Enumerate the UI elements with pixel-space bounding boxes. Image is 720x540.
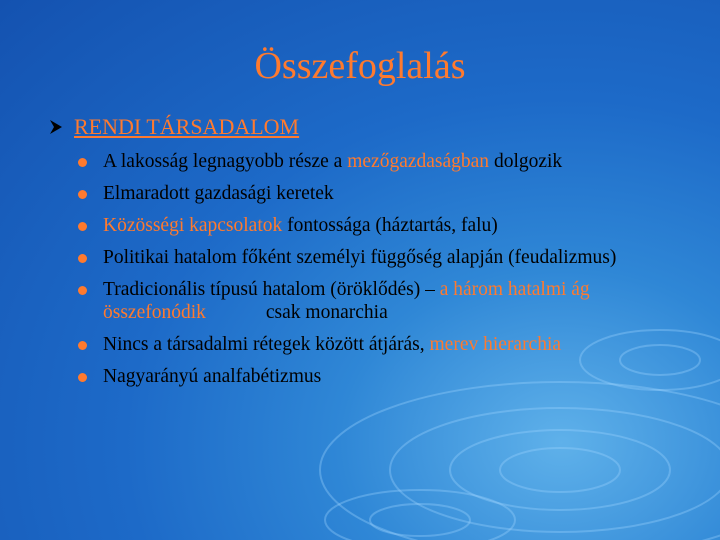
item-text: Nincs a társadalmi rétegek között átjárás, (103, 334, 430, 355)
item-highlight: mezőgazdaságban (347, 151, 490, 172)
item-text: A lakosság legnagyobb része a (103, 151, 348, 172)
bullet-list (78, 150, 718, 397)
bullet-dot-icon (78, 254, 87, 263)
list-item (78, 333, 718, 356)
section-heading-row (48, 114, 299, 140)
bullet-dot-icon (78, 373, 87, 382)
list-item (78, 214, 718, 237)
item-text: Politikai hatalom főként személyi függőség alapján (feudalizmus) (103, 247, 617, 268)
item-highlight: merev hierarchia (429, 334, 562, 355)
item-text: Nagyarányú analfabétizmus (103, 366, 322, 387)
item-text: dolgozik (489, 151, 563, 172)
list-item (78, 246, 718, 269)
item-highlight: a három hatalmi ág összefonódik (103, 279, 590, 323)
list-item (78, 182, 718, 205)
list-item (78, 150, 718, 173)
bullet-dot-icon (78, 222, 87, 231)
bullet-dot-icon (78, 286, 87, 295)
arrow-icon (48, 119, 64, 135)
item-text: fontossága (háztartás, falu) (282, 215, 498, 236)
list-item (78, 278, 718, 324)
list-item (78, 365, 718, 388)
bullet-dot-icon (78, 341, 87, 350)
slide-title: Összefoglalás (254, 45, 466, 87)
item-text: Elmaradott gazdasági keretek (103, 183, 334, 204)
bullet-dot-icon (78, 158, 87, 167)
item-text: Tradicionális típusú hatalom (öröklődés) – (103, 279, 440, 300)
item-text: csak monarchia (265, 302, 388, 323)
item-highlight: Közösségi kapcsolatok (103, 215, 283, 236)
section-heading: RENDI TÁRSADALOM (74, 114, 300, 139)
bullet-dot-icon (78, 190, 87, 199)
